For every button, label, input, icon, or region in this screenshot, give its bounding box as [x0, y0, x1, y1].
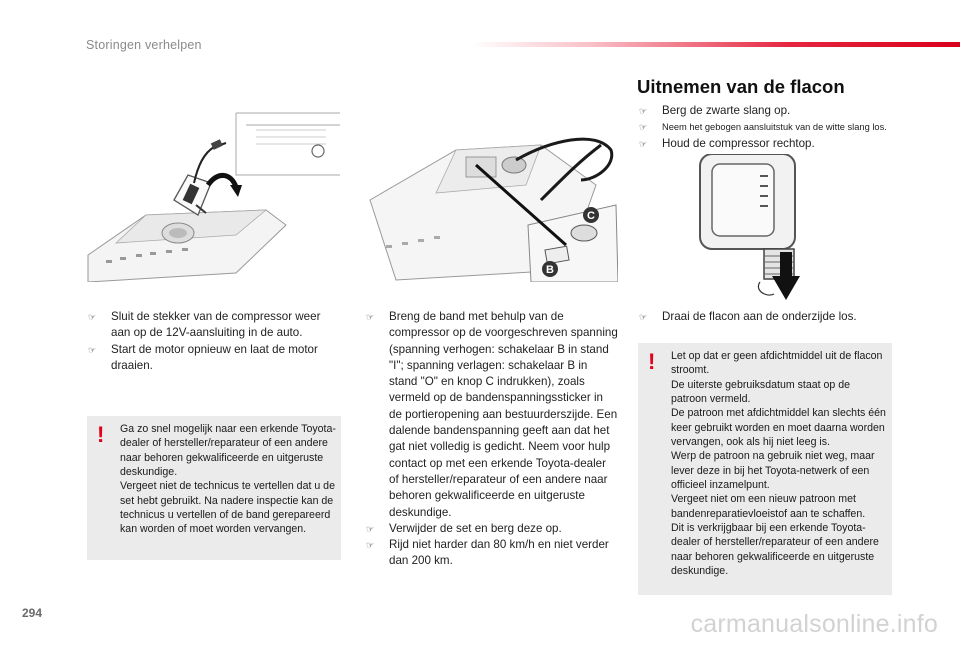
compressor-buttons-illustration [366, 105, 618, 282]
list-item: ☞ Verwijder de set en berg deze op. [366, 521, 618, 537]
compressor-socket-illustration [86, 105, 340, 282]
label-b: B [546, 264, 554, 276]
hand-pointer-icon: ☞ [639, 106, 648, 116]
list-item: ☞ Start de motor opnieuw en laat de motor draaien. [88, 342, 318, 372]
hand-pointer-icon: ☞ [366, 523, 375, 534]
column3-step-after [639, 309, 891, 325]
hand-pointer-icon: ☞ [639, 138, 648, 149]
exclamation-icon: ! [648, 349, 656, 374]
column3-steps [639, 103, 891, 152]
hand-pointer-icon: ☞ [639, 122, 648, 133]
list-item: ☞ Houd de compressor rechtop. [639, 136, 891, 152]
list-item: ☞ Rijd niet harder dan 80 km/h en niet verder dan 200 km. [366, 538, 609, 568]
hand-pointer-icon: ☞ [366, 312, 375, 322]
section-header-title: Storingen verhelpen [86, 38, 202, 52]
warning-note-col1: ! Ga zo snel mogelijk naar een erkende Toyota-dealer of hersteller/reparateur of een andere naar behoren gekwalificeerde en uitgeruste deskundige. Vergeet niet de technicus te vertellen dat u de set hebt gebruikt. Na nadere inspectie kan de technicus u vertellen of de band gerepareerd kan worden of moet worden vervangen. [87, 416, 341, 560]
hand-pointer-icon: ☞ [88, 312, 97, 322]
flacon-removal-illustration [694, 154, 816, 302]
list-item: ☞ Berg de zwarte slang op. [639, 103, 891, 119]
warning-note-col3: ! Let op dat er geen afdichtmiddel uit de flacon stroomt. De uiterste gebruiksdatum staat op de patroon vermeld. De patroon met afdichtmiddel kan slechts één keer gebruikt worden en moet daarna worden vervangen, ook als hij niet leeg is. Werp de patroon na gebruik niet weg, maar lever deze in bij het Toyota-netwerk of een officieel inzamelpunt. Vergeet niet om een nieuw patroon met bandenreparatievloeistof aan te schaffen. Dit is verkrijgbaar bij een erkende Toyota-dealer of hersteller/reparateur of een andere naar behoren gekwalificeerde en uitgeruste deskundige. [638, 343, 892, 595]
section-title: Uitnemen van de flacon [637, 76, 845, 97]
label-c: C [587, 210, 595, 222]
header-accent-bar [470, 42, 960, 47]
hand-pointer-icon: ☞ [88, 344, 97, 355]
watermark: carmanualsonline.info [690, 610, 938, 638]
list-item: ☞ Sluit de stekker van de compressor weer aan op de 12V-aansluiting in de auto. [88, 310, 321, 340]
hand-pointer-icon: ☞ [366, 540, 375, 551]
list-item: ☞ Neem het gebogen aansluitstuk van de witte slang los. [639, 119, 891, 135]
column1-steps [88, 309, 338, 374]
page-number: 294 [22, 606, 43, 620]
list-item: ☞ Draai de flacon aan de onderzijde los. [639, 309, 891, 325]
column2-steps [366, 309, 618, 570]
hand-pointer-icon: ☞ [639, 312, 648, 322]
list-item: ☞ Breng de band met behulp van de compressor op de voorgeschreven spanning (spanning verhogen: schakelaar B in stand "I"; spanning verlagen: schakelaar B in stand "O" en knop C indrukken), zoals vermeld op de bandenspanningssticker in de portieropening aan bestuurderszijde. Een dalende bandenspanning geeft aan dat het gat niet volledig is gedicht. Neem voor hulp contact op met een erkende Toyota-dealer of hersteller/reparateur of een andere naar behoren gekwalificeerde en uitgeruste deskundige. [366, 310, 618, 519]
exclamation-icon: ! [97, 422, 105, 447]
